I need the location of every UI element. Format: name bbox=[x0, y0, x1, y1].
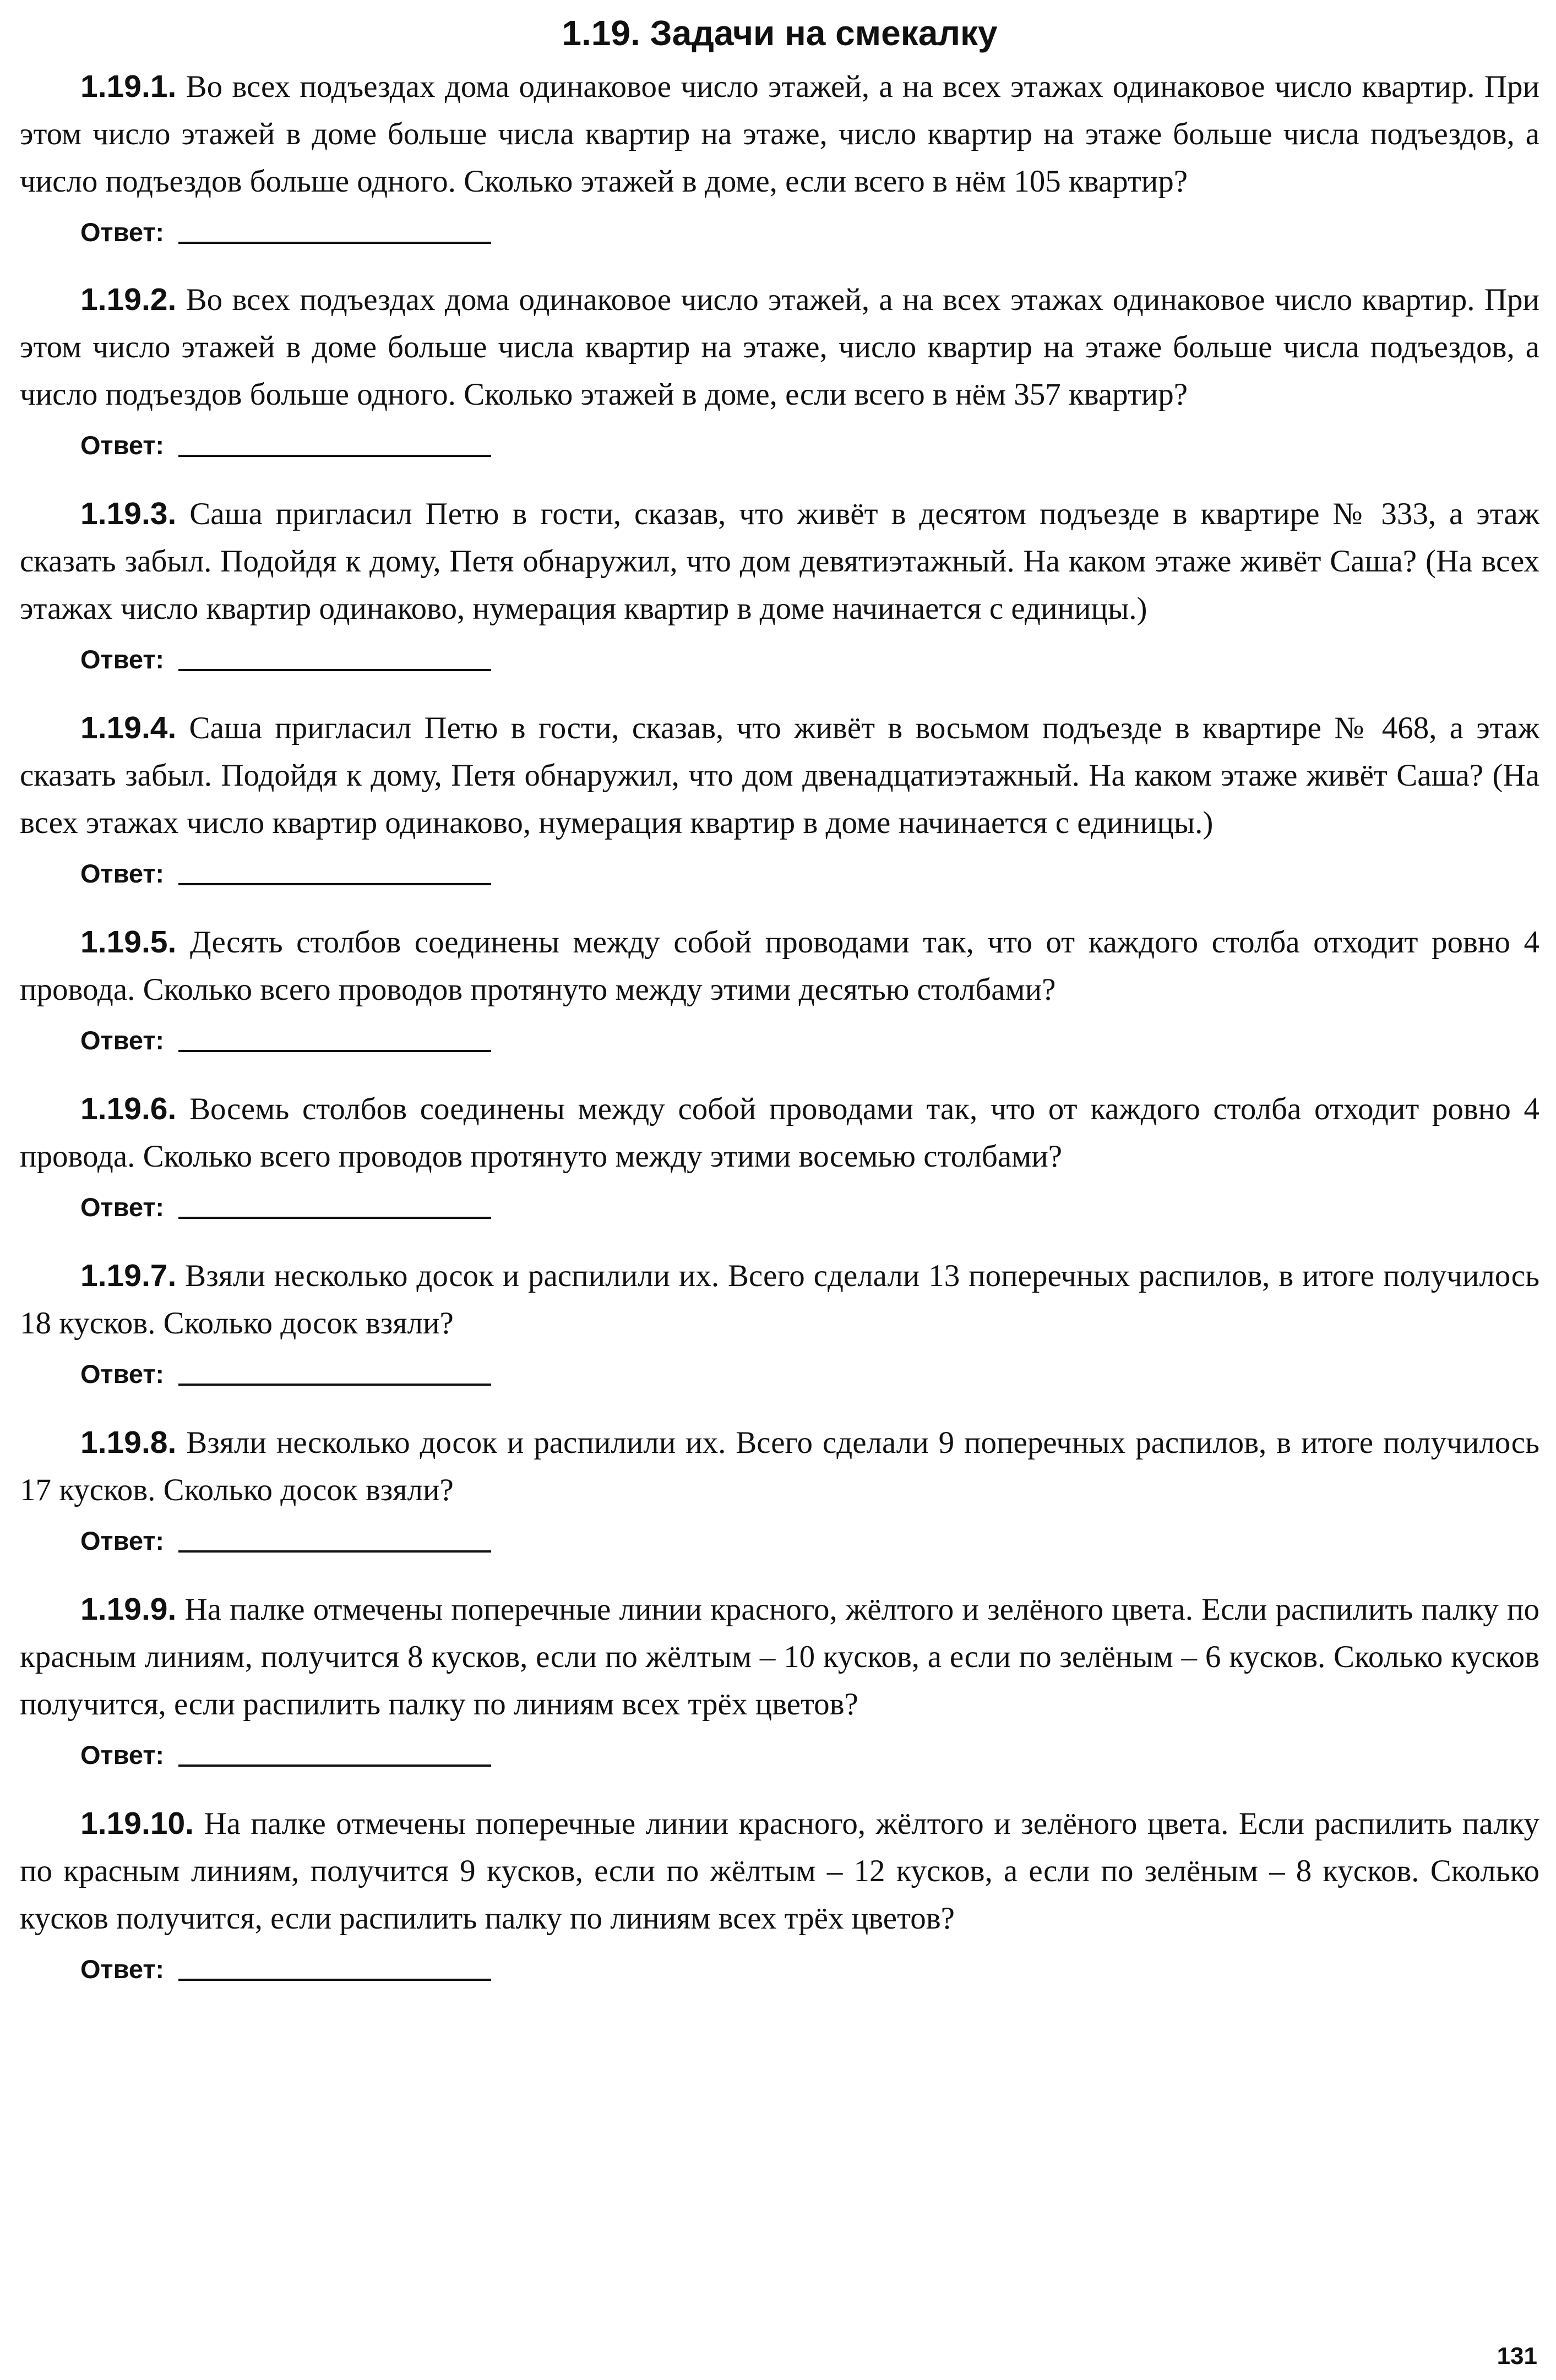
answer-label: Ответ: bbox=[80, 1359, 165, 1388]
answer-blank-line[interactable] bbox=[178, 883, 491, 885]
section-title: 1.19. Задачи на смекалку bbox=[562, 13, 998, 53]
problem-block bbox=[20, 490, 1539, 679]
page-number: 131 bbox=[1497, 2343, 1537, 2370]
answer-label: Ответ: bbox=[80, 217, 165, 247]
problem-block bbox=[20, 1800, 1539, 1989]
problem-statement: На палке отмечены поперечные линии красного, жёлтого и зелёного цвета. Если распилить палку по красным линиям, получится 8 кусков, если по жёлтым – 10 кусков, а если по зелёным – 6 кусков. Сколько кусков получится, если распилить палку по линиям всех трёх цветов? bbox=[20, 1592, 1539, 1722]
problem-statement: Во всех подъездах дома одинаковое число этажей, а на всех этажах одинаковое число квартир. При этом число этажей в доме больше числа квартир на этаже, число квартир на этаже больше числа подъездов, а число подъездов больше одного. Сколько этажей в доме, если всего в нём 105 квартир? bbox=[20, 69, 1539, 199]
problem-block bbox=[20, 1085, 1539, 1227]
problem-statement: Взяли несколько досок и распилили их. Всего сделали 13 поперечных распилов, в итоге получилось 18 кусков. Сколько досок взяли? bbox=[20, 1259, 1539, 1341]
answer-blank-line[interactable] bbox=[178, 242, 491, 244]
problem-number: 1.19.6. bbox=[80, 1091, 177, 1126]
answer-row bbox=[80, 426, 1539, 465]
problem-text bbox=[20, 704, 1539, 847]
problem-text bbox=[20, 490, 1539, 633]
problem-number: 1.19.10. bbox=[80, 1806, 194, 1841]
problem-block bbox=[20, 1419, 1539, 1560]
problem-block bbox=[20, 918, 1539, 1060]
answer-label: Ответ: bbox=[80, 645, 165, 674]
problem-list bbox=[20, 63, 1539, 1989]
problem-text bbox=[20, 276, 1539, 418]
problem-text bbox=[20, 1252, 1539, 1347]
answer-blank-line[interactable] bbox=[178, 1217, 491, 1219]
problem-statement: Саша пригласил Петю в гости, сказав, что живёт в восьмом подъезде в квартире № 468, а этаж сказать забыл. Подойдя к дому, Петя обнаружил, что дом двенадцатиэтажный. На каком этаже живёт Саша? (На всех этажах число квартир одинаково, нумерация квартир в доме начинается с единицы.) bbox=[20, 711, 1540, 840]
problem-text bbox=[20, 918, 1539, 1014]
problem-block bbox=[20, 276, 1539, 465]
answer-label: Ответ: bbox=[80, 431, 165, 460]
answer-row bbox=[80, 1736, 1539, 1774]
problem-number: 1.19.4. bbox=[80, 710, 177, 745]
problem-number: 1.19.9. bbox=[80, 1592, 177, 1627]
answer-blank-line[interactable] bbox=[178, 1384, 491, 1386]
answer-row bbox=[80, 1950, 1539, 1989]
answer-row bbox=[80, 213, 1539, 252]
problem-statement: Десять столбов соединены между собой проводами так, что от каждого столба отходит ровно 4 провода. Сколько всего проводов протянуто между этими десятью столбами? bbox=[20, 925, 1540, 1007]
worksheet-page bbox=[20, 0, 1539, 1989]
answer-blank-line[interactable] bbox=[178, 1979, 491, 1981]
problem-number: 1.19.2. bbox=[80, 282, 177, 317]
problem-text bbox=[20, 1586, 1539, 1728]
answer-blank-line[interactable] bbox=[178, 455, 491, 457]
problem-block bbox=[20, 63, 1539, 252]
answer-label: Ответ: bbox=[80, 1192, 165, 1222]
problem-text bbox=[20, 1800, 1539, 1942]
problem-statement: Взяли несколько досок и распилили их. Всего сделали 9 поперечных распилов, в итоге получилось 17 кусков. Сколько досок взяли? bbox=[20, 1425, 1539, 1507]
answer-row bbox=[80, 1021, 1539, 1060]
answer-label: Ответ: bbox=[80, 1526, 165, 1555]
answer-blank-line[interactable] bbox=[178, 1764, 491, 1767]
answer-blank-line[interactable] bbox=[178, 1550, 491, 1553]
problem-statement: Во всех подъездах дома одинаковое число этажей, а на всех этажах одинаковое число квартир. При этом число этажей в доме больше числа квартир на этаже, число квартир на этаже больше числа подъездов, а число подъездов больше одного. Сколько этажей в доме, если всего в нём 357 квартир? bbox=[20, 282, 1539, 412]
answer-label: Ответ: bbox=[80, 1740, 165, 1769]
answer-row bbox=[80, 1355, 1539, 1393]
answer-row bbox=[80, 854, 1539, 893]
answer-blank-line[interactable] bbox=[178, 669, 491, 671]
problem-statement: Саша пригласил Петю в гости, сказав, что живёт в десятом подъезде в квартире № 333, а этаж сказать забыл. Подойдя к дому, Петя обнаружил, что дом девятиэтажный. На каком этаже живёт Саша? (На всех этажах число квартир одинаково, нумерация квартир в доме начинается с единицы.) bbox=[20, 497, 1540, 626]
answer-label: Ответ: bbox=[80, 1026, 165, 1055]
answer-label: Ответ: bbox=[80, 859, 165, 888]
problem-text bbox=[20, 1085, 1539, 1180]
problem-number: 1.19.3. bbox=[80, 496, 177, 531]
problem-text bbox=[20, 63, 1539, 205]
problem-number: 1.19.5. bbox=[80, 924, 177, 960]
problem-block bbox=[20, 1252, 1539, 1393]
problem-number: 1.19.7. bbox=[80, 1258, 177, 1293]
problem-text bbox=[20, 1419, 1539, 1514]
problem-statement: Восемь столбов соединены между собой проводами так, что от каждого столба отходит ровно 4 провода. Сколько всего проводов протянуто между этими восемью столбами? bbox=[20, 1092, 1540, 1174]
answer-row bbox=[80, 1522, 1539, 1560]
answer-row bbox=[80, 1188, 1539, 1227]
answer-blank-line[interactable] bbox=[178, 1050, 491, 1052]
answer-label: Ответ: bbox=[80, 1954, 165, 1984]
problem-block bbox=[20, 704, 1539, 893]
problem-block bbox=[20, 1586, 1539, 1774]
problem-statement: На палке отмечены поперечные линии красного, жёлтого и зелёного цвета. Если распилить палку по красным линиям, получится 9 кусков, если по жёлтым – 12 кусков, а если по зелёным – 8 кусков. Сколько кусков получится, если распилить палку по линиям всех трёх цветов? bbox=[20, 1806, 1540, 1936]
answer-row bbox=[80, 640, 1539, 679]
problem-number: 1.19.1. bbox=[80, 69, 177, 104]
problem-number: 1.19.8. bbox=[80, 1425, 177, 1460]
